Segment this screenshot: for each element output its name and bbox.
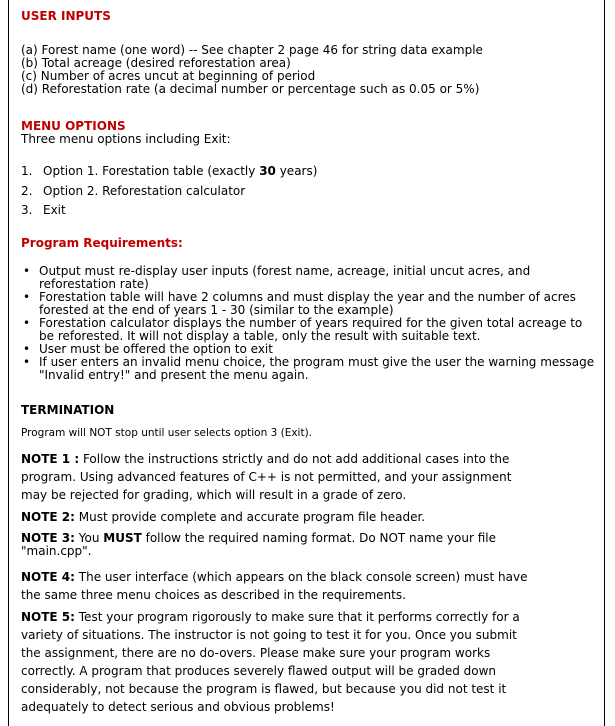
- menu-options-intro: Three menu options including Exit:: [21, 132, 231, 146]
- menu-option-3: 3. Exit: [21, 203, 66, 217]
- note-5-label: NOTE 5:: [21, 610, 75, 624]
- menu-option-1: 1. Option 1. Forestation table (exactly 30 years): [21, 164, 318, 178]
- program-requirements-list-wrap: [21, 265, 598, 382]
- requirement-item: • Forestation calculator displays the number of years required for the given total acreage to be reforested. It will not display a table, only the result with suitable text.: [39, 317, 598, 343]
- note-3: NOTE 3: You MUST follow the required naming format. Do NOT name your file "main.cpp".: [21, 531, 496, 558]
- note-2-label: NOTE 2:: [21, 510, 75, 524]
- user-input-d: (d) Reforestation rate (a decimal number or percentage such as 0.05 or 5%): [21, 82, 480, 96]
- user-input-c: (c) Number of acres uncut at beginning of period: [21, 69, 316, 83]
- termination-text-wrap: [21, 427, 600, 440]
- note-2: NOTE 2: Must provide complete and accurate program file header.: [21, 510, 426, 524]
- termination-heading: TERMINATION: [21, 403, 115, 417]
- menu-options-section: [21, 120, 600, 146]
- user-inputs-list: [21, 44, 600, 96]
- program-requirements-heading: Program Requirements:: [21, 236, 183, 250]
- menu-options-list: [21, 162, 600, 221]
- requirement-item: • If user enters an invalid menu choice, the program must give the user the warning message "Invalid entry!" and present the menu again.: [39, 356, 598, 382]
- termination-text: Program will NOT stop until user selects option 3 (Exit).: [21, 427, 313, 439]
- program-requirements-section: [21, 237, 600, 250]
- note-1: NOTE 1 : Follow the instructions strictly and do not add additional cases into the program. Using advanced features of C++ is not permitted, and your assignment may be rejected for grading, which will result in a grade of zero.: [21, 452, 512, 502]
- termination-section: [21, 404, 600, 417]
- menu-option-2: 2. Option 2. Reforestation calculator: [21, 183, 246, 198]
- requirement-item: • Forestation table will have 2 columns and must display the year and the number of acres forested at the end of years 1 - 30 (similar to the example): [39, 291, 598, 317]
- note-4: NOTE 4: The user interface (which appears on the black console screen) must have the same three menu choices as described in the requirements.: [21, 570, 528, 602]
- menu-options-heading: MENU OPTIONS: [21, 119, 126, 133]
- note-4-label: NOTE 4:: [21, 570, 75, 584]
- user-input-a: (a) Forest name (one word) -- See chapter 2 page 46 for string data example: [21, 43, 483, 57]
- note-3-label: NOTE 3:: [21, 531, 75, 545]
- document-frame: [8, 0, 605, 726]
- user-input-b: (b) Total acreage (desired reforestation area): [21, 56, 291, 70]
- user-inputs-heading: USER INPUTS: [21, 9, 111, 23]
- note-5: NOTE 5: Test your program rigorously to make sure that it performs correctly for a variety of situations. The instructor is not going to test it for you. Once you submit the assignment, there are no do-overs. Please make sure your program works correctly. A program that produces severely flawed output will be graded down considerably, not because the program is flawed, but because you did not test it adequately to detect serious and obvious problems!: [21, 610, 520, 714]
- menu-options-list-wrap: [21, 162, 600, 221]
- program-requirements-list: [21, 265, 598, 382]
- requirement-item: • Output must re-display user inputs (forest name, acreage, initial uncut acres, and reforestation rate): [39, 265, 598, 291]
- requirement-item: • User must be offered the option to exit: [39, 343, 598, 356]
- note-1-label: NOTE 1 :: [21, 452, 80, 466]
- user-inputs-section: [21, 10, 600, 23]
